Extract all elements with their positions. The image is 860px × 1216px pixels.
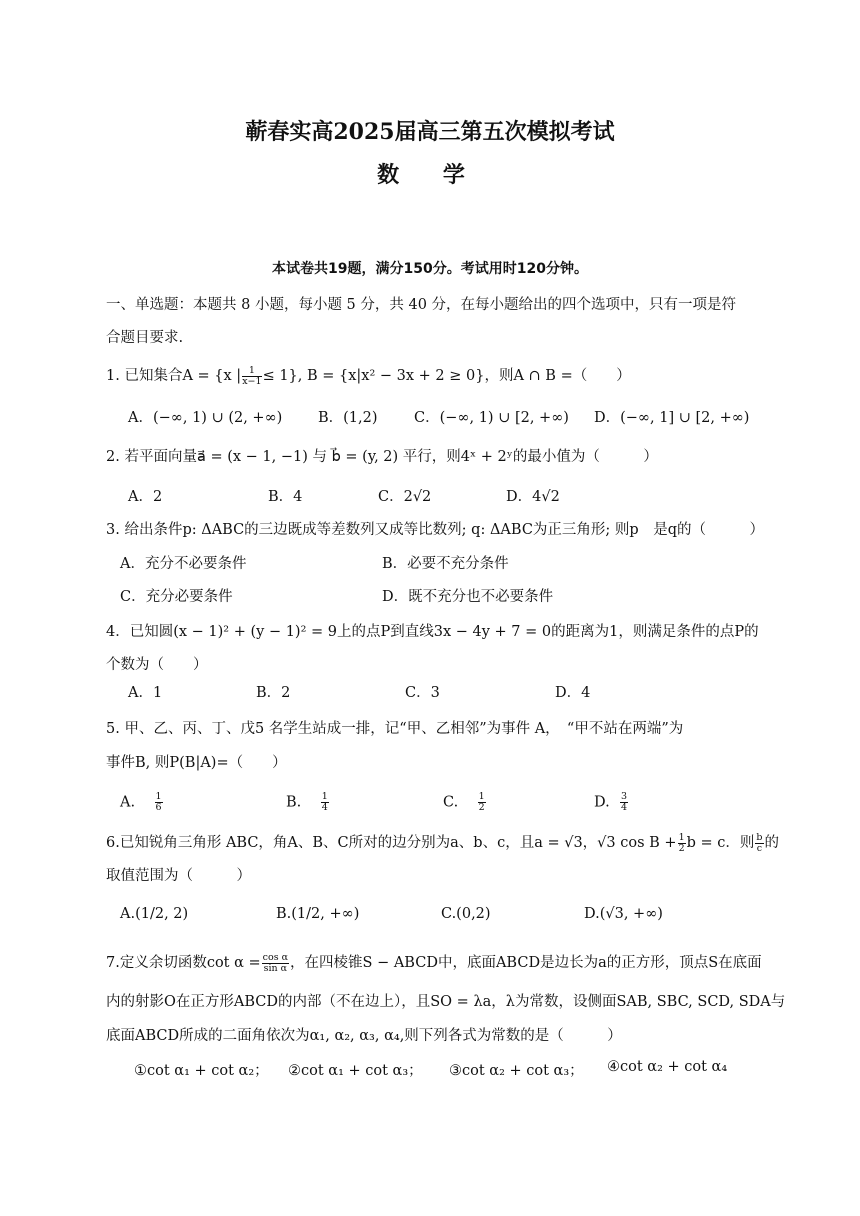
q4-option-b: B．2 [256, 685, 291, 701]
q7-option-2: ②cot α₁ + cot α₃； [288, 1063, 423, 1079]
q4-option-c: C．3 [405, 685, 440, 701]
question-1-stem: 1. 已知集合A = {x | $\frac{1}{x-1}$ ≤ 1}, B = {x|x² − 3x + 2 ≥ 0}，则A ∩ B =（ ） [106, 364, 631, 387]
q3-option-d: D．既不充分也不必要条件 [382, 589, 554, 605]
q1-option-c: C．(−∞, 1) ∪ [2, +∞) [414, 410, 569, 426]
q1-option-b: B．(1,2) [318, 410, 378, 426]
q7-option-1: ①cot α₁ + cot α₂； [134, 1063, 269, 1079]
q7-option-3: ③cot α₂ + cot α₃； [449, 1063, 584, 1079]
question-6-stem-cont: 取值范围为（ ） [106, 868, 251, 884]
question-7-stem-cont2: 底面ABCD所成的二面角依次为α₁, α₂, α₃, α₄,则下列各式为常数的是（ ） [106, 1028, 622, 1044]
q2-option-d: D．4√2 [506, 489, 560, 505]
q1-option-a: A．(−∞, 1) ∪ (2, +∞) [128, 410, 283, 426]
q3-option-c: C．充分必要条件 [120, 589, 233, 605]
exam-title: 蕲春实高2025届高三第五次模拟考试 [245, 119, 615, 145]
q6-option-b: B.(1/2, +∞) [276, 906, 360, 922]
subject-title: 数 学 [377, 162, 483, 188]
question-3-stem: 3. 给出条件p: ΔABC的三边既成等差数列又成等比数列; q: ΔABC为正三角形; 则p 是q的（ ） [106, 522, 764, 538]
q3-option-a: A．充分不必要条件 [120, 556, 247, 572]
q2-option-c: C．2√2 [378, 489, 432, 505]
q2-option-a: A．2 [128, 489, 163, 505]
section-heading-cont: 合题目要求. [106, 330, 184, 346]
question-4-stem: 4．已知圆(x − 1)² + (y − 1)² = 9上的点P到直线3x − 4y + 7 = 0的距离为1，则满足条件的点P的 [106, 624, 759, 640]
q5-option-a: A. $\frac{1}{6}$ [120, 791, 162, 813]
question-5-stem: 5. 甲、乙、丙、丁、戊5 名学生站成一排，记“甲、乙相邻”为事件 A， “甲不站在两端”为 [106, 721, 684, 737]
q6-option-a: A.(1/2, 2) [120, 906, 189, 922]
question-7-stem: 7.定义余切函数cot α = $\frac{\text{cos α}}{\text{sin α}}$ ，在四棱锥S − ABCD中，底面ABCD是边长为a的正方形，顶点S在底面 [106, 951, 762, 974]
q6-option-c: C.(0,2) [441, 906, 491, 922]
q3-option-b: B．必要不充分条件 [382, 556, 509, 572]
exam-notice: 本试卷共19题，满分150分。考试用时120分钟。 [272, 261, 588, 277]
q5-option-b: B. $\frac{1}{4}$ [286, 791, 328, 813]
q5-option-d: D. $\frac{3}{4}$ [594, 791, 627, 813]
q2-option-b: B．4 [268, 489, 303, 505]
question-6-stem: 6.已知锐角三角形 ABC，角A、B、C所对的边分别为a、b、c，且a = √3，√3 cos B + $\frac{1}{2}$ b = c．则 $\frac{b}{c}$ 的 [106, 831, 779, 854]
question-7-stem-cont1: 内的射影O在正方形ABCD的内部（不在边上），且SO = λa，λ为常数，设侧面SAB, SBC, SCD, SDA与 [106, 994, 786, 1010]
q1-option-d: D．(−∞, 1] ∪ [2, +∞) [594, 410, 750, 426]
q4-option-d: D．4 [555, 685, 591, 701]
q5-option-c: C. $\frac{1}{2}$ [443, 791, 485, 813]
q7-option-4: ④cot α₂ + cot α₄ [607, 1059, 728, 1075]
q6-option-d: D.(√3, +∞) [584, 906, 663, 922]
question-2-stem: 2. 若平面向量a⃗ = (x − 1, −1) 与 b⃗ = (y, 2) 平行，则4ˣ + 2ʸ的最小值为（ ） [106, 449, 658, 465]
q4-option-a: A．1 [128, 685, 163, 701]
question-5-stem-cont: 事件B, 则P(B|A)=（ ） [106, 755, 287, 771]
section-heading: 一、单选题：本题共 8 小题，每小题 5 分，共 40 分，在每小题给出的四个选项中，只有一项是符 [106, 297, 737, 313]
question-4-stem-cont: 个数为（ ） [106, 657, 208, 673]
q1-fraction: $\frac{1}{x-1}$ [242, 364, 262, 387]
